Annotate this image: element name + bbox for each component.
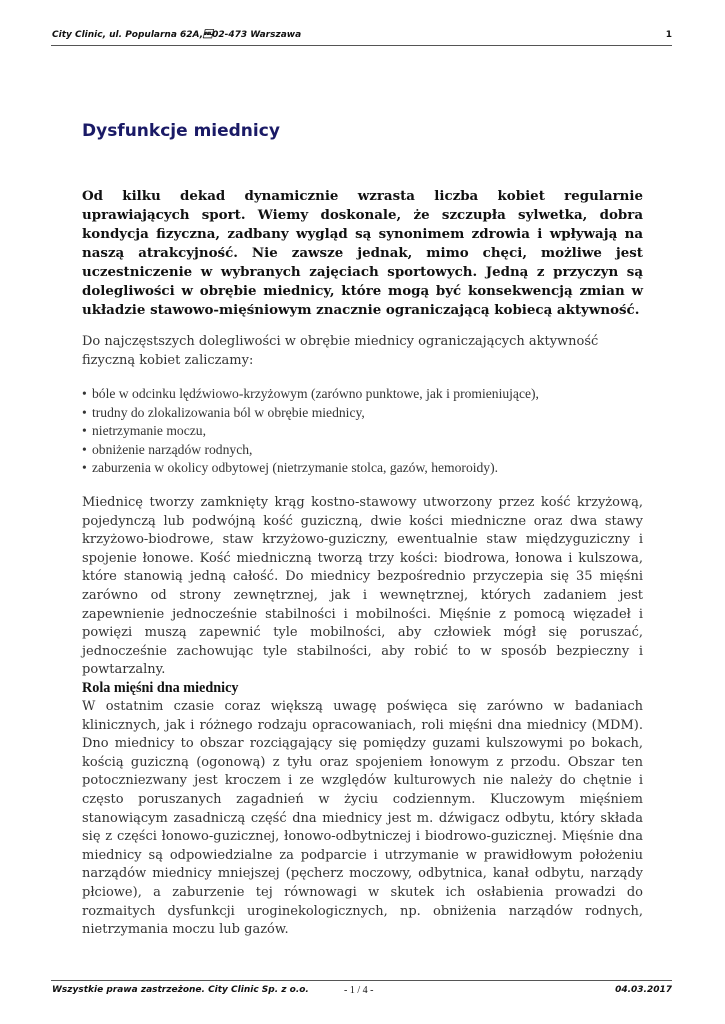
list-item-text: bóle w odcinku lędźwiowo-krzyżowym (zarówno punktowe, jak i promieniujące), xyxy=(92,386,539,401)
list-item xyxy=(82,441,539,460)
list-item xyxy=(82,385,539,404)
bullet-icon: • xyxy=(82,386,87,401)
list-item-text: obniżenie narządów rodnych, xyxy=(92,441,253,457)
bullet-icon: • xyxy=(82,423,87,439)
symptoms-list xyxy=(82,385,539,478)
footer-rights: Wszystkie prawa zastrzeżone. City Clinic Sp. z o.o. xyxy=(52,985,309,995)
header-page-number: 1 xyxy=(665,30,672,40)
list-item-text: nietrzymanie moczu, xyxy=(92,423,206,439)
lead-paragraph: Od kilku dekad dynamicznie wzrasta liczba kobiet regularnie uprawiających sport. Wiemy doskonale, że szczupła sylwetka, dobra kondycja fizyczna, zadbany wygląd są synonimem zdrowia i wpływają na naszą atrakcyjność. Nie zawsze jednak, mimo chęci, możliwe jest uczestniczenie w wybranych zajęciach sportowych. Jedną z przyczyn są dolegliwości w obrębie miednicy, które mogą być konsekwencją zmian w układzie stawowo-mięśniowym znacznie ograniczającą kobiecą aktywność. xyxy=(82,188,643,318)
header-address: City Clinic, ul. Popularna 62A,02-473 Warszawa xyxy=(52,30,302,40)
footer-date: 04.03.2017 xyxy=(615,985,672,995)
pelvis-anatomy-paragraph: Miednicę tworzy zamknięty krąg kostno-stawowy utworzony przez kość krzyżową, pojedynczą lub podwójną kość guziczną, dwie kości miedniczne oraz dwa stawy krzyżowo-biodrowe, staw krzyżowo-guziczny, ewentualnie staw międzyguziczny i spojenie łonowe. Kość miedniczną tworzą trzy kości: biodrowa, łonowa i kulszowa, które stanowią jedną całość. Do miednicy bezpośrednio przyczepia się 35 mięśni zarówno od strony zewnętrznej, jak i wewnętrznej, których zadaniem jest zapewnienie jednocześnie stabilności i mobilności. Mięśnie z pomocą więzadeł i powięzi muszą zapewnić tyle mobilności, aby człowiek mógł się poruszać, jednocześnie zachowując tyle stabilności, aby robić to w sposób bezpieczny i powtarzalny. xyxy=(82,495,643,678)
footer-page-indicator: - 1 / 4 - xyxy=(344,985,374,996)
bullet-icon: • xyxy=(82,460,87,476)
page-title: Dysfunkcje miednicy xyxy=(82,121,280,141)
section-heading: Rola mięśni dna miednicy xyxy=(82,680,239,696)
intro-paragraph: Do najczęstszych dolegliwości w obrębie miednicy ograniczających aktywność fizyczną kobiet zaliczamy: xyxy=(82,334,599,368)
pelvic-floor-paragraph: W ostatnim czasie coraz większą uwagę poświęca się zarówno w badaniach klinicznych, jak i różnego rodzaju opracowaniach, roli mięśni dna miednicy (MDM). Dno miednicy to obszar rozciągający się pomiędzy guzami kulszowymi po bokach, kością guziczną (ogonową) z tyłu oraz spojeniem łonowym z przodu. Obszar ten potoczniezwany jest kroczem i ze względów kulturowych nie należy do chętnie i często poruszanych zagadnień w życiu codziennym. Kluczowym mięśniem stanowiącym zasadniczą część dna miednicy jest m. dźwigacz odbytu, który składa się z części łonowo-guzicznej, łonowo-odbytniczej i biodrowo-guzicznej. Mięśnie dna miednicy są odpowiedzialne za podparcie i utrzymanie w prawidłowym położeniu narządów miednicy mniejszej (pęcherz moczowy, odbytnica, kanał odbytu, narządy płciowe), a zaburzenie tej równowagi w skutek ich osłabienia prowadzi do rozmaitych dysfunkcji uroginekologicznych, np. obniżenia narządów rodnych, nietrzymania moczu lub gazów. xyxy=(82,699,643,938)
page-header xyxy=(51,29,672,46)
list-item xyxy=(82,422,539,441)
list-item xyxy=(82,404,539,423)
page-footer xyxy=(51,980,672,999)
bullet-icon: • xyxy=(82,441,87,457)
bullet-icon: • xyxy=(82,404,87,420)
list-item xyxy=(82,459,539,478)
list-item-text: zaburzenia w okolicy odbytowej (nietrzymanie stolca, gazów, hemoroidy). xyxy=(92,460,499,476)
list-item-text: trudny do zlokalizowania ból w obrębie miednicy, xyxy=(92,404,365,420)
